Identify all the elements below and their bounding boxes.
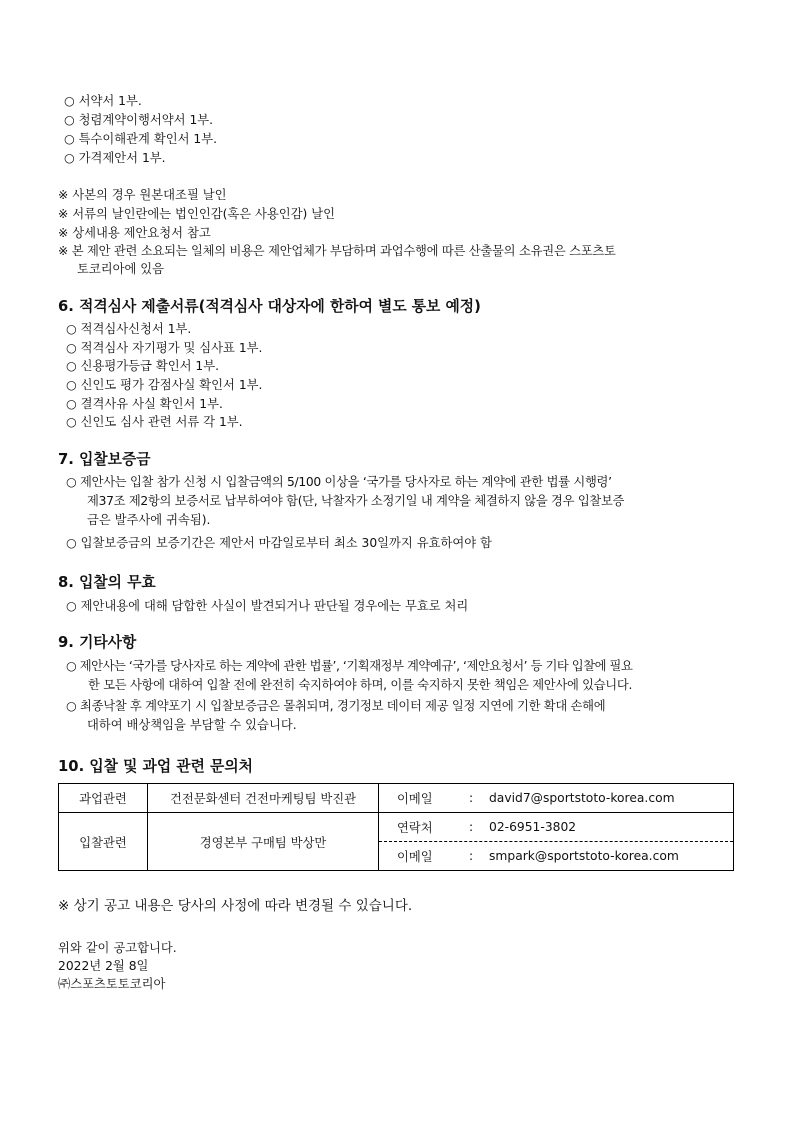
list-item: ○ 결격사유 사실 확인서 1부. <box>66 397 223 411</box>
list-item: ○ 적격심사 자기평가 및 심사표 1부. <box>66 341 263 355</box>
paragraph-line: 금은 발주사에 귀속됨). <box>87 513 211 527</box>
note-line: ※ 본 제안 관련 소요되는 일체의 비용은 제안업체가 부담하며 과업수행에 따른 산출물의 소유권은 스포츠토 <box>58 244 616 258</box>
disclaimer: ※ 상기 공고 내용은 당사의 사정에 따라 변경될 수 있습니다. <box>58 898 413 914</box>
table-cell-contact <box>379 842 734 871</box>
paragraph-line: ○ 최종낙찰 후 계약포기 시 입찰보증금은 몰취되며, 경기정보 데이터 제공 일정 지연에 기한 확대 손해에 <box>66 699 606 713</box>
paragraph-line: 제37조 제2항의 보증서로 납부하여야 함(단, 낙찰자가 소정기일 내 계약을 체결하지 않을 경우 입찰보증 <box>87 494 625 508</box>
note-line: ※ 서류의 날인란에는 법인인감(혹은 사용인감) 날인 <box>58 207 336 221</box>
note-line: 토코리아에 있음 <box>77 262 165 276</box>
table-cell-person: 경영본부 구매팀 박상만 <box>148 813 379 871</box>
paragraph-line: ○ 제안내용에 대해 담합한 사실이 발견되거나 판단될 경우에는 무효로 처리 <box>66 599 469 613</box>
contact-separator: : <box>469 791 474 805</box>
list-item: ○ 서약서 1부. <box>64 94 142 108</box>
list-item: ○ 신인도 심사 관련 서류 각 1부. <box>66 415 243 429</box>
section-heading: 8. 입찰의 무효 <box>58 574 156 591</box>
list-item: ○ 가격제안서 1부. <box>64 151 166 165</box>
contact-separator: : <box>469 849 474 863</box>
list-item: ○ 신용평가등급 확인서 1부. <box>66 359 219 373</box>
note-line: ※ 사본의 경우 원본대조필 날인 <box>58 188 227 202</box>
table-row <box>59 813 734 842</box>
phone-number: 02-6951-3802 <box>489 820 577 834</box>
closing-line: 위와 같이 공고합니다. <box>58 941 177 955</box>
section-heading: 10. 입찰 및 과업 관련 문의처 <box>58 758 253 775</box>
contact-key: 이메일 <box>397 792 433 806</box>
closing-date: 2022년 2월 8일 <box>58 959 149 973</box>
section-heading: 9. 기타사항 <box>58 634 137 651</box>
paragraph-line: 한 모든 사항에 대하여 입찰 전에 완전히 숙지하여야 하며, 이를 숙지하지 못한 책임은 제안사에 있습니다. <box>88 678 633 692</box>
table-cell-contact <box>379 784 734 813</box>
list-item: ○ 적격심사신청서 1부. <box>66 322 192 336</box>
list-item: ○ 신인도 평가 감점사실 확인서 1부. <box>66 378 263 392</box>
table-cell-person: 건전문화센터 건전마케팅팀 박진관 <box>148 784 379 813</box>
company-name: ㈜스포츠토토코리아 <box>58 977 166 991</box>
section-heading: 7. 입찰보증금 <box>58 451 151 468</box>
contact-key: 연락처 <box>397 821 433 835</box>
paragraph-line: ○ 제안사는 입찰 참가 신청 시 입찰금액의 5/100 이상을 ‘국가를 당사자로 하는 계약에 관한 법률 시행령’ <box>66 475 612 489</box>
contact-table <box>58 783 734 871</box>
list-item: ○ 특수이해관계 확인서 1부. <box>64 132 217 146</box>
contact-key: 이메일 <box>397 850 433 864</box>
table-row <box>59 784 734 813</box>
note-line: ※ 상세내용 제안요청서 참고 <box>58 226 211 240</box>
paragraph-line: ○ 제안사는 ‘국가를 당사자로 하는 계약에 관한 법률’, ‘기획재정부 계약예규’, ‘제안요청서’ 등 기타 입찰에 필요 <box>66 659 633 673</box>
table-cell-contact <box>379 813 734 842</box>
table-cell-category: 과업관련 <box>59 784 148 813</box>
table-cell-category: 입찰관련 <box>59 813 148 871</box>
list-item: ○ 청렴계약이행서약서 1부. <box>64 113 214 127</box>
paragraph-line: ○ 입찰보증금의 보증기간은 제안서 마감일로부터 최소 30일까지 유효하여야 함 <box>66 536 492 550</box>
email-link[interactable]: david7@sportstoto-korea.com <box>489 791 675 805</box>
email-link[interactable]: smpark@sportstoto-korea.com <box>489 849 679 863</box>
contact-separator: : <box>469 820 474 834</box>
section-heading: 6. 적격심사 제출서류(적격심사 대상자에 한하여 별도 통보 예정) <box>58 298 481 315</box>
paragraph-line: 대하여 배상책임을 부담할 수 있습니다. <box>87 718 297 732</box>
